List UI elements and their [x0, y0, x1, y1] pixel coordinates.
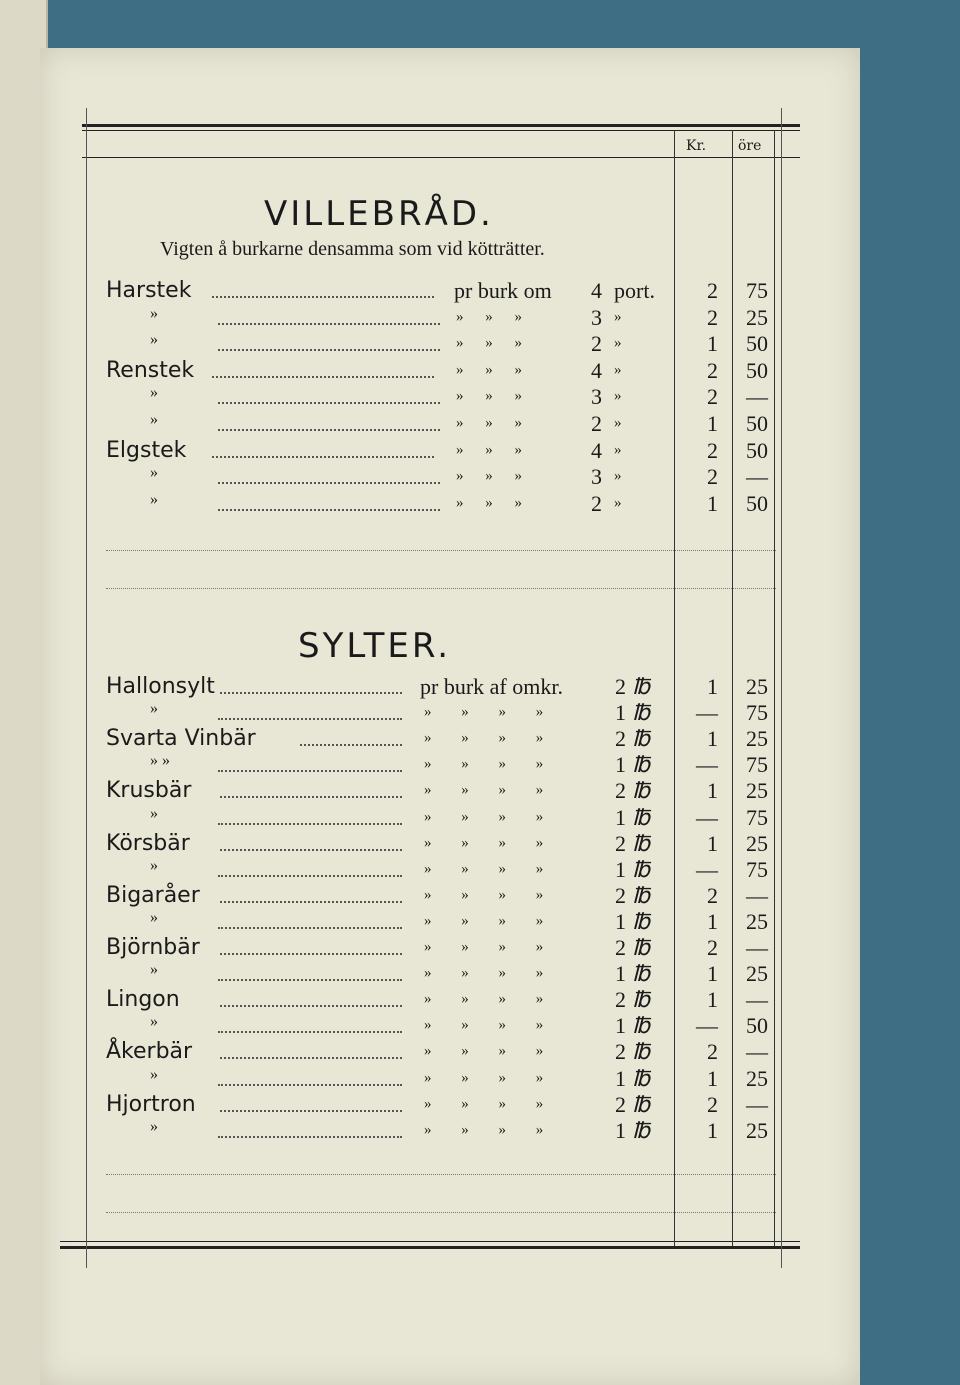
weight-count: 2	[615, 882, 626, 908]
price-kr: 2	[707, 278, 718, 303]
ditto-unit: » » » »	[424, 1017, 544, 1034]
weight-unit: ℔	[632, 856, 650, 882]
item-name: Lingon	[106, 987, 180, 1013]
price-ore: —	[746, 987, 768, 1013]
price-ore: 25	[746, 778, 768, 804]
price-kr: 1	[707, 674, 718, 699]
blank-line	[106, 550, 776, 551]
ditto-mark: »	[150, 1065, 158, 1083]
villebrad-row	[40, 305, 860, 331]
villebrad-row	[40, 411, 860, 437]
weight-unit: ℔	[632, 726, 650, 752]
sylter-row	[40, 883, 860, 909]
header-rule	[82, 157, 800, 158]
item-name: Björnbär	[106, 935, 200, 960]
weight-count: 2	[615, 778, 626, 804]
ditto-unit: » » »	[456, 415, 522, 431]
weight-unit: ℔	[632, 674, 650, 699]
item-name: Krusbär	[106, 778, 192, 804]
weight-count: 1	[615, 1065, 626, 1091]
ditto-mark: »	[614, 494, 622, 511]
price-ore: —	[746, 935, 768, 960]
price-kr: 2	[707, 464, 718, 490]
villebrad-row	[40, 358, 860, 384]
villebrad-note: Vigten å burkarne densamma som vid kötträtter.	[160, 238, 545, 260]
weight-count: 1	[615, 856, 626, 882]
price-kr: —	[696, 1013, 718, 1039]
portion-count: 4	[591, 278, 602, 303]
price-ore: 50	[746, 331, 768, 357]
top-rule-thin	[82, 130, 800, 131]
weight-unit: ℔	[632, 752, 650, 778]
price-kr: 2	[707, 1091, 718, 1117]
ditto-unit: » » » »	[424, 1043, 544, 1060]
leader-dots	[220, 953, 402, 955]
ditto-unit: » » » »	[424, 1069, 544, 1086]
price-ore: 25	[746, 674, 768, 699]
leader-dots	[218, 1031, 402, 1033]
price-ore: —	[746, 882, 768, 908]
price-kr: 1	[707, 490, 718, 516]
price-kr: 1	[707, 830, 718, 856]
ditto-mark: »	[150, 961, 158, 979]
villebrad-row	[40, 384, 860, 410]
ditto-mark: »	[150, 700, 158, 718]
ditto-unit: » » » »	[424, 939, 544, 955]
price-kr: 1	[707, 778, 718, 804]
price-kr: —	[696, 700, 718, 726]
weight-count: 1	[615, 1117, 626, 1143]
price-kr: 1	[707, 331, 718, 357]
weight-unit: ℔	[632, 1117, 650, 1143]
weight-count: 2	[615, 1039, 626, 1065]
weight-count: 1	[615, 752, 626, 778]
leader-dots	[220, 901, 402, 903]
ditto-unit: » » »	[456, 441, 522, 458]
ditto-mark: »	[150, 411, 158, 428]
sylter-row	[40, 700, 860, 726]
sylter-row	[40, 857, 860, 883]
leader-dots	[300, 744, 402, 746]
weight-unit: ℔	[632, 830, 650, 856]
sylter-row	[40, 1013, 860, 1039]
ditto-unit: » » » »	[424, 991, 544, 1008]
sylter-row	[40, 726, 860, 752]
sylter-row	[40, 831, 860, 857]
price-ore: 25	[746, 1065, 768, 1091]
ditto-mark: »	[614, 308, 622, 325]
price-kr: —	[696, 804, 718, 830]
ditto-unit: » » » »	[424, 886, 544, 903]
item-name: Harstek	[106, 278, 192, 303]
ditto-unit: » » »	[456, 494, 522, 511]
price-kr: 1	[707, 961, 718, 987]
item-name: Svarta Vinbär	[106, 726, 256, 752]
price-kr: —	[696, 856, 718, 882]
price-kr: 2	[707, 437, 718, 463]
item-name: Elgstek	[106, 437, 187, 463]
price-ore: 25	[746, 961, 768, 987]
price-ore: 25	[746, 908, 768, 934]
ditto-unit: » » »	[456, 468, 522, 485]
ditto-unit: » » » »	[424, 1121, 544, 1138]
leader-dots	[220, 849, 402, 851]
leader-dots	[220, 1005, 402, 1007]
ditto-mark: »	[614, 415, 622, 431]
price-ore: —	[746, 464, 768, 490]
leader-dots	[218, 1084, 402, 1086]
ditto-mark: »	[150, 331, 158, 349]
villebrad-title: VILLEBRÅD.	[264, 194, 494, 234]
leader-dots	[218, 927, 402, 929]
bottom-rule-thin	[60, 1241, 800, 1242]
weight-count: 2	[615, 674, 626, 699]
ditto-unit: » » »	[456, 335, 522, 352]
sylter-row	[40, 935, 860, 961]
ditto-mark: »	[614, 388, 622, 405]
leader-dots	[220, 1057, 402, 1059]
ditto-mark: »	[150, 464, 158, 482]
villebrad-row	[40, 464, 860, 490]
weight-unit: ℔	[632, 882, 650, 908]
weight-count: 1	[615, 700, 626, 726]
price-ore: 75	[746, 278, 768, 303]
leader-dots	[218, 875, 402, 877]
villebrad-row	[40, 278, 860, 304]
price-ore: —	[746, 384, 768, 410]
portion-count: 2	[591, 490, 602, 516]
ditto-mark: »	[150, 908, 158, 926]
ditto-mark: »	[614, 468, 622, 485]
price-kr: 2	[707, 304, 718, 330]
portion-count: 4	[591, 437, 602, 463]
price-kr: 2	[707, 882, 718, 908]
weight-unit: ℔	[632, 804, 650, 830]
weight-count: 2	[615, 830, 626, 856]
leader-dots	[218, 402, 440, 404]
weight-count: 1	[615, 908, 626, 934]
weight-unit: ℔	[632, 987, 650, 1013]
ditto-mark: »	[614, 441, 622, 458]
weight-count: 2	[615, 987, 626, 1013]
leader-dots	[220, 1110, 402, 1112]
price-kr: 1	[707, 987, 718, 1013]
sylter-row	[40, 909, 860, 935]
ditto-mark: »	[150, 304, 158, 322]
weight-unit: ℔	[632, 778, 650, 804]
price-kr: 1	[707, 1117, 718, 1143]
leader-dots	[218, 718, 402, 720]
kr-column-header: Kr.	[686, 138, 707, 154]
ditto-unit: » » » »	[424, 808, 544, 825]
price-kr: 1	[707, 1065, 718, 1091]
ditto-unit: » » »	[456, 308, 522, 325]
ditto-mark: »	[150, 490, 158, 508]
price-kr: 2	[707, 357, 718, 383]
ditto-unit: » » »	[456, 388, 522, 405]
sylter-row	[40, 987, 860, 1013]
top-rule-thick	[82, 124, 800, 127]
sylter-row	[40, 1066, 860, 1092]
price-kr: 2	[707, 935, 718, 960]
leader-dots	[220, 692, 402, 694]
price-kr: 1	[707, 908, 718, 934]
weight-count: 2	[615, 726, 626, 752]
price-ore: 50	[746, 357, 768, 383]
sylter-row	[40, 778, 860, 804]
weight-count: 1	[615, 1013, 626, 1039]
ditto-mark: »	[150, 856, 158, 874]
ditto-mark: »	[150, 384, 158, 402]
price-kr: —	[696, 752, 718, 778]
blank-line	[106, 588, 776, 589]
price-kr: 2	[707, 384, 718, 410]
ditto-mark: »	[150, 1117, 158, 1135]
leader-dots	[218, 323, 440, 325]
weight-unit: ℔	[632, 908, 650, 934]
ditto-unit: » » » »	[424, 860, 544, 877]
weight-unit: ℔	[632, 1013, 650, 1039]
price-ore: 25	[746, 1117, 768, 1143]
weight-count: 1	[615, 961, 626, 987]
ditto-unit: » » » »	[424, 782, 544, 799]
leader-dots	[218, 770, 402, 772]
leader-dots	[218, 349, 440, 351]
blank-line	[106, 1174, 776, 1175]
leader-dots	[218, 429, 440, 431]
sylter-title: SYLTER.	[298, 626, 452, 666]
unit-label: pr burk om	[454, 278, 552, 303]
leader-dots	[218, 509, 440, 511]
leader-dots	[212, 376, 434, 378]
weight-unit: ℔	[632, 1039, 650, 1065]
price-ore: 25	[746, 304, 768, 330]
villebrad-row	[40, 438, 860, 464]
leader-dots	[212, 456, 434, 458]
portion-count: 3	[591, 384, 602, 410]
sylter-row	[40, 1039, 860, 1065]
leader-dots	[218, 823, 402, 825]
villebrad-row	[40, 331, 860, 357]
ore-column-header: öre	[738, 138, 762, 154]
item-name: Renstek	[106, 357, 195, 383]
leader-dots	[218, 482, 440, 484]
price-ore: 75	[746, 752, 768, 778]
leader-dots	[212, 296, 434, 298]
sylter-row	[40, 752, 860, 778]
ditto-unit: » » » »	[424, 704, 544, 721]
portion-count: 2	[591, 411, 602, 436]
ditto-unit: » » » »	[424, 965, 544, 982]
leader-dots	[220, 796, 402, 798]
ditto-unit: » » » »	[424, 834, 544, 851]
item-name: Hjortron	[106, 1091, 196, 1117]
item-name: Hallonsylt	[106, 674, 215, 699]
ditto-mark: »	[150, 1013, 158, 1031]
price-ore: 25	[746, 726, 768, 752]
weight-count: 2	[615, 935, 626, 960]
ditto-mark: »	[150, 804, 158, 822]
price-ore: 50	[746, 1013, 768, 1039]
price-ore: 75	[746, 804, 768, 830]
ditto-unit: » » » »	[424, 912, 544, 929]
sylter-row	[40, 1118, 860, 1144]
price-kr: 2	[707, 1039, 718, 1065]
price-ore: 25	[746, 830, 768, 856]
sylter-row	[40, 1092, 860, 1118]
villebrad-row	[40, 491, 860, 517]
price-kr: 1	[707, 411, 718, 436]
price-ore: 75	[746, 856, 768, 882]
sylter-row	[40, 674, 860, 700]
item-name: Körsbär	[106, 830, 190, 856]
ditto-unit: » » » »	[424, 1095, 544, 1112]
ditto-mark: »	[614, 361, 622, 378]
leader-dots	[218, 979, 402, 981]
unit-label: pr burk af omkr.	[420, 674, 563, 699]
weight-unit: ℔	[632, 700, 650, 726]
price-ore: 50	[746, 490, 768, 516]
price-kr: 1	[707, 726, 718, 752]
bottom-rule-thick	[60, 1246, 800, 1249]
price-list-page	[40, 48, 860, 1385]
ditto-mark: » »	[150, 752, 170, 770]
item-name: Bigaråer	[106, 882, 200, 908]
price-ore: 50	[746, 437, 768, 463]
portion-unit: port.	[614, 278, 655, 303]
price-ore: 50	[746, 411, 768, 436]
ditto-unit: » » »	[456, 361, 522, 378]
portion-count: 3	[591, 464, 602, 490]
leader-dots	[218, 1136, 402, 1138]
price-ore: —	[746, 1091, 768, 1117]
sylter-row	[40, 805, 860, 831]
sylter-row	[40, 961, 860, 987]
weight-unit: ℔	[632, 1065, 650, 1091]
weight-unit: ℔	[632, 935, 650, 960]
portion-count: 2	[591, 331, 602, 357]
weight-count: 2	[615, 1091, 626, 1117]
price-ore: 75	[746, 700, 768, 726]
price-ore: —	[746, 1039, 768, 1065]
weight-unit: ℔	[632, 961, 650, 987]
portion-count: 3	[591, 304, 602, 330]
item-name: Åkerbär	[106, 1039, 193, 1065]
ditto-mark: »	[614, 335, 622, 352]
portion-count: 4	[591, 357, 602, 383]
weight-unit: ℔	[632, 1091, 650, 1117]
ditto-unit: » » » »	[424, 756, 544, 773]
weight-count: 1	[615, 804, 626, 830]
blank-line	[106, 1212, 776, 1213]
ditto-unit: » » » »	[424, 730, 544, 747]
